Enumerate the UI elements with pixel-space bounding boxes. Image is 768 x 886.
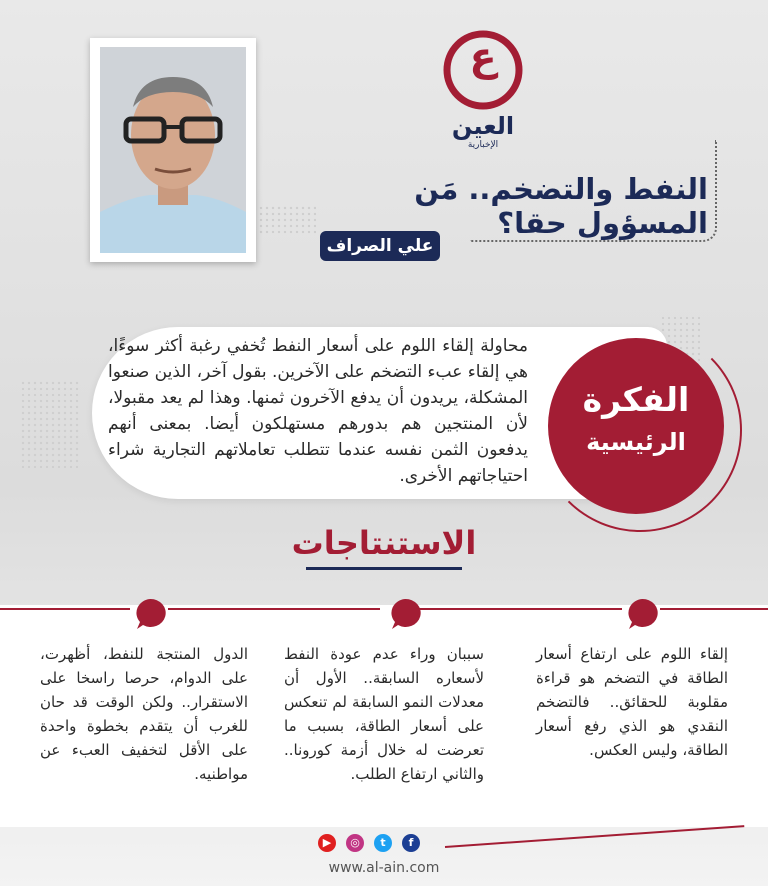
main-idea-circle — [548, 338, 724, 514]
conclusions-underline — [306, 567, 462, 570]
footer-line — [445, 825, 744, 848]
author-photo — [100, 47, 246, 253]
logo-letter: ع — [469, 34, 497, 80]
conclusions-title: الاستنتاجات — [291, 524, 477, 562]
article-title: النفط والتضخم.. مَن المسؤول حقا؟ — [414, 172, 708, 240]
conclusion-item-1: إلقاء اللوم على ارتفاع أسعار الطاقة في التضخم هو قراءة مقلوبة للحقائق.. فالتضخم النقدي هو الذي رفع أسعار الطاقة، وليس العكس. — [536, 645, 728, 759]
main-idea-text: محاولة إلقاء اللوم على أسعار النفط تُخفي رغبة أكثر سوءًا، هي إلقاء عبء التضخم على الآخرين. بقول آخر، الذين صنعوا المشكلة، يريدون أن يدفع الآخرون ثمنها. وهذا لم يعد مقبولا، لأن المنتجين هم بدورهم مستهلكون أيضا. بمعنى أنهم يدفعون الثمن نفسه عندما تتطلب تعاملاتهم التجارية شراء احتياجاتهم الأخرى. — [108, 336, 528, 486]
main-idea-label-1: الفكرة — [582, 380, 690, 419]
youtube-icon[interactable]: ▶ — [318, 834, 336, 852]
speech-bubble-icon — [625, 597, 659, 631]
conclusion-item-3: الدول المنتجة للنفط، أظهرت، على الدوام، حرصا راسخا على الاستقرار.. ولكن الوقت قد حان للغرب أن يتقدم بخطوة واحدة على الأقل لتخفيف العبء عن مواطنيه. — [40, 645, 248, 783]
dot-pattern-left — [20, 380, 80, 470]
main-idea-label-2: الرئيسية — [586, 428, 686, 456]
facebook-icon[interactable]: f — [402, 834, 420, 852]
instagram-icon[interactable]: ◎ — [346, 834, 364, 852]
logo-name: العين — [451, 112, 515, 140]
conclusion-item-2: سببان وراء عدم عودة النفط لأسعاره السابقة.. الأول أن معدلات النمو السابقة لم تنعكس على أسعار الطاقة، بسبب ما تعرضت له خلال أزمة كورونا.. والثاني ارتفاع الطلب. — [284, 645, 484, 783]
author-badge: علي الصراف — [320, 231, 440, 261]
speech-bubble-icon — [133, 597, 167, 631]
website-url[interactable]: www.al-ain.com — [328, 860, 440, 876]
speech-bubble-icon — [388, 597, 422, 631]
logo-subtitle: الإخبارية — [467, 140, 499, 150]
twitter-icon[interactable]: t — [374, 834, 392, 852]
